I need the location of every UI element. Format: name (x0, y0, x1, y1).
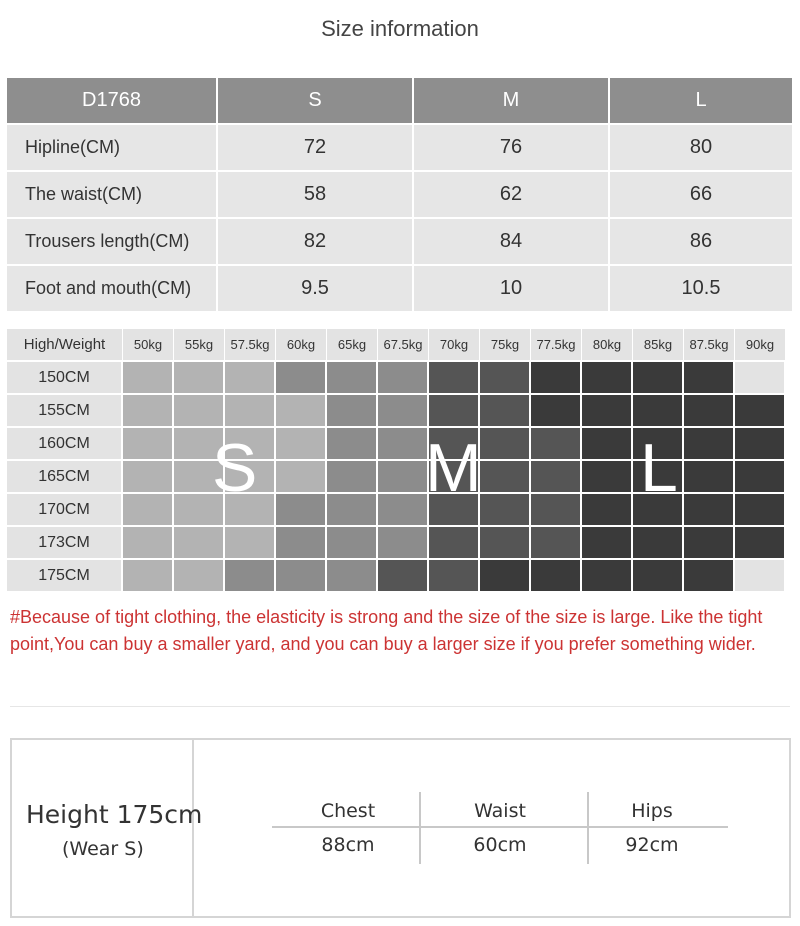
size-label-s: S (212, 430, 258, 506)
table-cell: 62 (414, 172, 610, 219)
size-cell (735, 527, 786, 560)
size-cell (531, 560, 582, 593)
size-cell (531, 494, 582, 527)
grid-corner-label: High/Weight (7, 329, 123, 362)
measurement-value-row (272, 828, 730, 864)
header-cell: L (610, 78, 792, 125)
weight-header: 57.5kg (225, 329, 276, 362)
weight-header: 55kg (174, 329, 225, 362)
height-label: 155CM (7, 395, 123, 428)
size-cell (582, 527, 633, 560)
size-cell (378, 395, 429, 428)
table-cell: 82 (218, 219, 414, 266)
header-cell: D1768 (7, 78, 218, 125)
table-cell: 66 (610, 172, 792, 219)
measurement-header: Chest (272, 792, 424, 828)
size-cell (735, 428, 786, 461)
table-cell: 9.5 (218, 266, 414, 313)
size-cell (174, 395, 225, 428)
height-weight-grid (7, 329, 792, 593)
size-cell (480, 527, 531, 560)
height-label: 165CM (7, 461, 123, 494)
size-cell (582, 428, 633, 461)
measurement-value: 92cm (625, 834, 679, 856)
measurement-value: 60cm (473, 834, 527, 856)
size-cell (582, 461, 633, 494)
grid-header-row (7, 329, 792, 362)
size-cell (684, 395, 735, 428)
page-title: Size information (321, 16, 479, 41)
measurement-table (272, 792, 730, 864)
size-cell (123, 560, 174, 593)
size-cell (429, 560, 480, 593)
row-label: The waist(CM) (7, 172, 218, 219)
size-cell (174, 362, 225, 395)
size-cell (123, 527, 174, 560)
size-cell (633, 395, 684, 428)
measurement-header-row (272, 792, 730, 828)
size-cell (480, 560, 531, 593)
grid-row (7, 560, 792, 593)
size-cell (327, 560, 378, 593)
size-cell (174, 527, 225, 560)
size-cell (123, 362, 174, 395)
table-cell: 10.5 (610, 266, 792, 313)
grid-row (7, 527, 792, 560)
size-cell (327, 395, 378, 428)
weight-header: 85kg (633, 329, 684, 362)
size-cell (735, 494, 786, 527)
size-cell (378, 527, 429, 560)
table-cell: 86 (610, 219, 792, 266)
table-row (7, 125, 792, 172)
row-label: Trousers length(CM) (7, 219, 218, 266)
weight-header: 90kg (735, 329, 786, 362)
size-cell (276, 428, 327, 461)
size-table-header (7, 78, 792, 125)
size-cell (684, 494, 735, 527)
size-cell (582, 560, 633, 593)
table-cell: 10 (414, 266, 610, 313)
height-label: 175CM (7, 560, 123, 593)
size-cell (378, 362, 429, 395)
height-label: 170CM (7, 494, 123, 527)
size-cell (429, 395, 480, 428)
sizing-note: #Because of tight clothing, the elasticity is strong and the size of the size is large. Like the tight point,You can buy a smaller yard, and you can buy a larger size if you prefer something wider. (10, 607, 763, 654)
table-cell: 84 (414, 219, 610, 266)
size-cell (378, 461, 429, 494)
size-cell (684, 527, 735, 560)
weight-header: 50kg (123, 329, 174, 362)
size-cell (531, 428, 582, 461)
size-cell (327, 494, 378, 527)
size-cell (582, 494, 633, 527)
size-table (7, 78, 792, 313)
model-height: Height 175cm (26, 800, 203, 829)
weight-header: 65kg (327, 329, 378, 362)
table-cell: 80 (610, 125, 792, 172)
size-cell (225, 560, 276, 593)
grid-row (7, 362, 792, 395)
grid-row (7, 395, 792, 428)
size-cell (684, 362, 735, 395)
size-cell (123, 461, 174, 494)
size-cell (735, 560, 786, 593)
size-cell (735, 362, 786, 395)
header-cell: S (218, 78, 414, 125)
size-cell (531, 362, 582, 395)
column-divider (419, 792, 421, 864)
size-cell (174, 560, 225, 593)
weight-header: 70kg (429, 329, 480, 362)
table-cell: 72 (218, 125, 414, 172)
height-label: 150CM (7, 362, 123, 395)
size-cell (531, 395, 582, 428)
size-cell (327, 362, 378, 395)
header-cell: M (414, 78, 610, 125)
size-cell (480, 395, 531, 428)
size-cell (480, 461, 531, 494)
size-cell (429, 527, 480, 560)
size-cell (684, 461, 735, 494)
measurement-value: 88cm (321, 834, 375, 856)
table-row (7, 219, 792, 266)
column-divider (587, 792, 589, 864)
size-cell (327, 428, 378, 461)
size-cell (735, 461, 786, 494)
size-cell (276, 560, 327, 593)
table-cell: 58 (218, 172, 414, 219)
table-row (7, 266, 792, 313)
weight-header: 87.5kg (684, 329, 735, 362)
table-cell: 76 (414, 125, 610, 172)
size-cell (123, 494, 174, 527)
size-cell (582, 395, 633, 428)
size-label-l: L (640, 430, 678, 506)
size-cell (327, 527, 378, 560)
size-cell (378, 560, 429, 593)
divider (10, 706, 790, 707)
size-cell (531, 461, 582, 494)
model-wear-size: (Wear S) (62, 838, 144, 860)
size-cell (276, 527, 327, 560)
size-cell (480, 362, 531, 395)
size-cell (276, 461, 327, 494)
measurement-header: Hips (576, 792, 728, 828)
size-cell (633, 362, 684, 395)
size-cell (684, 560, 735, 593)
height-label: 173CM (7, 527, 123, 560)
measurement-header: Waist (424, 792, 576, 828)
size-cell (276, 395, 327, 428)
size-cell (633, 560, 684, 593)
size-cell (429, 362, 480, 395)
size-cell (582, 362, 633, 395)
row-label: Foot and mouth(CM) (7, 266, 218, 313)
size-cell (684, 428, 735, 461)
weight-header: 75kg (480, 329, 531, 362)
size-label-m: M (425, 430, 482, 506)
size-cell (225, 362, 276, 395)
table-row (7, 172, 792, 219)
size-cell (276, 494, 327, 527)
weight-header: 60kg (276, 329, 327, 362)
size-cell (327, 461, 378, 494)
size-cell (225, 395, 276, 428)
weight-header: 80kg (582, 329, 633, 362)
model-info-box (10, 738, 791, 918)
size-cell (735, 395, 786, 428)
size-cell (123, 428, 174, 461)
size-cell (225, 527, 276, 560)
size-cell (378, 494, 429, 527)
size-cell (480, 494, 531, 527)
size-cell (276, 362, 327, 395)
size-cell (123, 395, 174, 428)
size-cell (378, 428, 429, 461)
size-cell (531, 527, 582, 560)
size-cell (480, 428, 531, 461)
row-label: Hipline(CM) (7, 125, 218, 172)
weight-header: 67.5kg (378, 329, 429, 362)
weight-header: 77.5kg (531, 329, 582, 362)
size-cell (633, 527, 684, 560)
height-label: 160CM (7, 428, 123, 461)
